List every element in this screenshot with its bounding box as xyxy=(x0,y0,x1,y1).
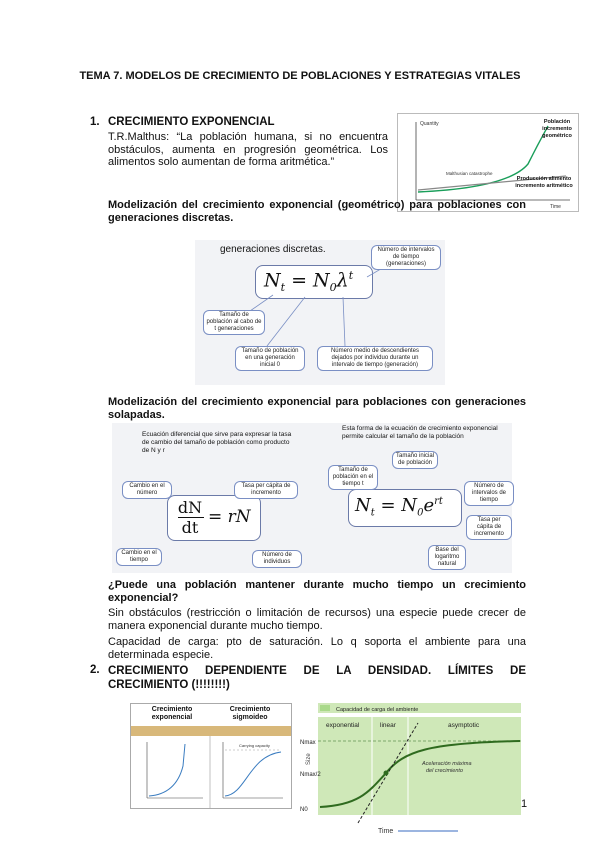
callout2-size-t: Tamaño de población en el tiempo t xyxy=(328,465,378,490)
phase-asymptotic: asymptotic xyxy=(448,722,480,729)
plot-area xyxy=(318,717,521,815)
phase-linear: linear xyxy=(380,722,396,729)
sig-label: Crecimiento sigmoideo xyxy=(229,706,271,721)
answer-1: Sin obstáculos (restricción o limitación de recursos) una especie puede crecer de manera exponencial durante mucho tiempo. xyxy=(108,607,526,632)
question-text: ¿Puede una población mantener durante mucho tiempo un crecimiento exponencial? xyxy=(108,579,526,604)
logistic-chart xyxy=(298,703,523,838)
eq-sub-0: 0 xyxy=(329,281,337,295)
y-axis-label: Quantity xyxy=(420,121,439,127)
section-1-heading: CRECIMIENTO EXPONENCIAL xyxy=(108,116,275,128)
eq-sup-t: t xyxy=(348,269,354,282)
malthus-figure xyxy=(397,113,579,212)
eq2-sub-0: 0 xyxy=(417,507,424,519)
legend-label: Capacidad de carga del ambiente xyxy=(336,707,419,713)
callout-size-t: Tamaño de población al cabo de t generaciones xyxy=(203,310,265,335)
differential-text: Ecuación diferencial que sirve para expresar la tasa de cambio del tamaño de población como producto de N y r xyxy=(142,431,292,454)
section-2-heading: CRECIMIENTO DEPENDIENTE DE LA DENSIDAD. LÍMITES DE CRECIMIENTO (!!!!!!!!) xyxy=(108,665,526,691)
logistic-figure xyxy=(298,703,523,838)
callout-rate: Tasa per cápita de incremento xyxy=(234,481,298,499)
callout-change-n: Cambio en el número xyxy=(122,481,172,499)
growth-types-figure xyxy=(130,703,292,809)
callout2-base: Base del logaritmo natural xyxy=(428,545,466,570)
header-band xyxy=(131,726,291,736)
section-2-number: 2. xyxy=(90,664,100,676)
eq2-mid: = N xyxy=(374,495,418,516)
eq2-sup: rt xyxy=(434,496,443,507)
frac-den: dt xyxy=(181,518,199,537)
malthus-quote: T.R.Malthus: “La población humana, si no encuentra obstáculos, aumenta en progresión geométrica. Los alimentos solo aumentan de forma aritmética.” xyxy=(108,131,388,168)
exp-label: Crecimiento exponencial xyxy=(151,706,193,721)
callout-size-0: Tamaño de población en una generación inicial 0 xyxy=(235,346,305,371)
callout2-intervals: Número de intervalos de tiempo xyxy=(464,481,514,506)
time-label: Time xyxy=(378,828,394,835)
page-number: 1 xyxy=(521,798,528,810)
eq-mid: = N xyxy=(285,269,330,292)
frac-num: dN xyxy=(177,498,203,517)
integrated-equation xyxy=(355,495,443,519)
n0-label: N0 xyxy=(300,807,308,813)
overlap-subtitle: Modelización del crecimiento exponencial para poblaciones con generaciones solapadas. xyxy=(108,396,526,421)
callout-intervals: Número de intervalos de tiempo (generaciones) xyxy=(371,245,441,270)
rhs: = rN xyxy=(208,507,251,527)
overlap-figure xyxy=(112,423,512,573)
page-title: TEMA 7. MODELOS DE CRECIMIENTO DE POBLACIONES Y ESTRATEGIAS VITALES xyxy=(79,70,521,82)
differential-equation-box xyxy=(167,495,261,541)
nmax-label: Nmax xyxy=(300,740,316,746)
callout-change-t: Cambio en el tiempo xyxy=(116,548,162,566)
eq-n: N xyxy=(264,269,281,292)
discrete-subtitle: Modelización del crecimiento exponencial (geométrico) para poblaciones con generaciones discretas. xyxy=(108,199,526,224)
phase-exp: exponential xyxy=(326,722,360,729)
discrete-figure xyxy=(195,240,445,385)
x-axis-label: Time xyxy=(550,204,561,210)
size-label: Size xyxy=(306,753,312,765)
growth-types-charts xyxy=(131,736,291,808)
eq2-e: e xyxy=(423,495,435,516)
callout2-initial: Tamaño inicial de población xyxy=(392,451,438,469)
sig-curve xyxy=(225,752,281,796)
food-label: Producción alimento incremento aritmético xyxy=(515,176,573,189)
answer-2: Capacidad de carga: pto de saturación. Lo q soporta el ambiente para una determinada especie. xyxy=(108,636,526,661)
discrete-fig-heading: generaciones discretas. xyxy=(220,244,326,255)
callout-individuals: Número de individuos xyxy=(252,550,302,568)
eq2-n: N xyxy=(355,495,371,516)
catastrophe-label: Malthusian catastrophe xyxy=(446,171,493,176)
eq-sub-t: t xyxy=(280,281,286,295)
section-1-number: 1. xyxy=(90,116,100,128)
eq2-sub-t: t xyxy=(370,507,375,519)
eq-lambda: λ xyxy=(336,269,349,292)
max-accel-2: del crecimiento xyxy=(426,768,463,774)
exp-curve xyxy=(149,744,185,796)
max-accel-1: Aceleración máxima xyxy=(422,761,472,767)
integrated-text: Esta forma de la ecuación de crecimiento exponencial permite calcular el tamaño de la población xyxy=(342,425,498,440)
callout2-rate: Tasa per cápita de incremento xyxy=(466,515,512,540)
nhalf-label: Nmax/2 xyxy=(300,772,321,778)
carrying-label: Carrying capacity xyxy=(239,743,270,748)
pop-label: Población incremento geométrico xyxy=(542,119,572,139)
callout-mean-offspring: Número medio de descendientes dejados por individuo durante un intervalo de tiempo (generación) xyxy=(317,346,433,371)
integrated-equation-box xyxy=(348,489,462,527)
